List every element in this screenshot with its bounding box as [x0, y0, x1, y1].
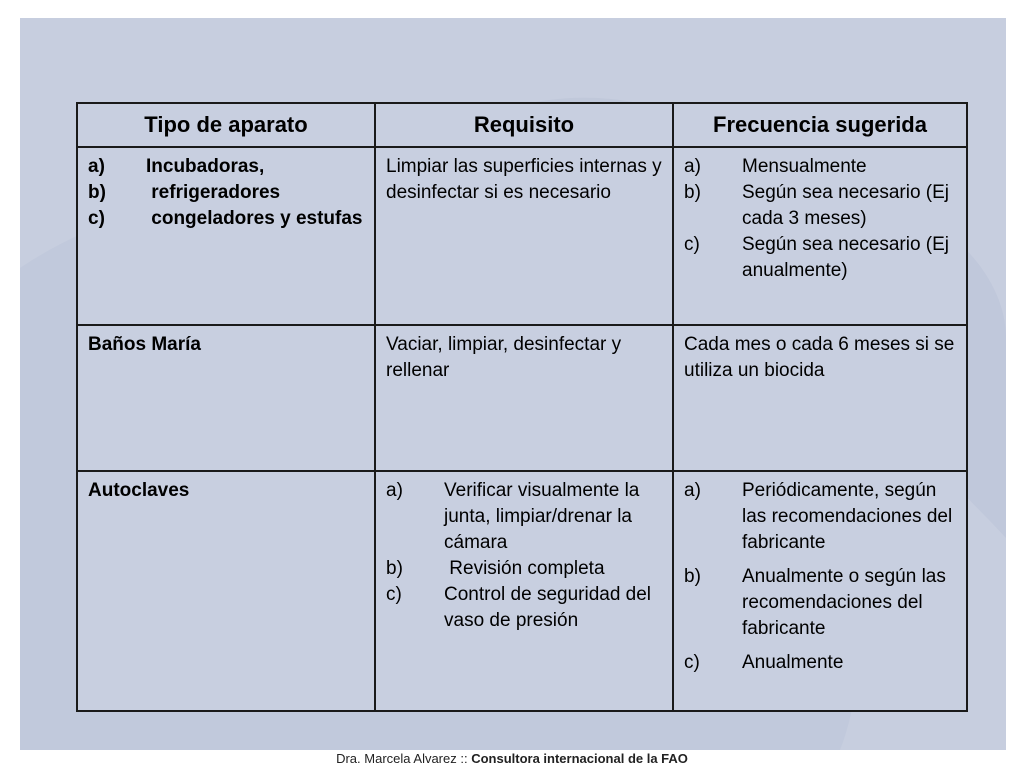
list-text: Incubadoras,: [146, 156, 265, 177]
cell-frecuencia: [673, 471, 967, 711]
cell-requisito: Vaciar, limpiar, desinfectar y rellenar: [375, 325, 673, 471]
list-text: Revisión completa: [444, 558, 605, 579]
footer: [0, 751, 1024, 767]
list-item: [684, 650, 958, 676]
list-item: [386, 582, 664, 634]
list-marker: a): [386, 480, 403, 501]
cell-requisito: Limpiar las superficies internas y desinfectar si es necesario: [375, 147, 673, 325]
list-text: Según sea necesario (Ej cada 3 meses): [742, 182, 950, 229]
list-marker: c): [88, 208, 105, 229]
list-marker: c): [684, 652, 700, 673]
cell-tipo: Autoclaves: [77, 471, 375, 711]
cell-frecuencia: [673, 147, 967, 325]
footer-organization: Consultora internacional de la FAO: [471, 751, 688, 766]
list-item: [684, 478, 958, 556]
cell-tipo: Baños María: [77, 325, 375, 471]
frequency-list: [684, 154, 958, 284]
maintenance-table: [76, 102, 968, 712]
list-item: [684, 564, 958, 642]
list-marker: a): [88, 156, 105, 177]
list-marker: a): [684, 156, 701, 177]
header-requisito: Requisito: [375, 103, 673, 147]
header-row: [77, 103, 967, 147]
list-item: [88, 206, 366, 232]
cell-tipo: [77, 147, 375, 325]
list-item: [88, 154, 366, 180]
list-text: refrigeradores: [146, 182, 281, 203]
list-text: congeladores y estufas: [146, 208, 363, 229]
list-marker: a): [684, 480, 701, 501]
cell-frecuencia: Cada mes o cada 6 meses si se utiliza un biocida: [673, 325, 967, 471]
list-item: [386, 556, 664, 582]
list-text: Anualmente o según las recomendaciones del fabricante: [742, 566, 946, 639]
list-text: Anualmente: [742, 652, 844, 673]
footer-author: Dra. Marcela Alvarez ::: [336, 751, 472, 766]
list-marker: b): [684, 566, 701, 587]
list-marker: c): [684, 234, 700, 255]
list-item: [684, 180, 958, 232]
header-tipo: Tipo de aparato: [77, 103, 375, 147]
list-text: Control de seguridad del vaso de presión: [444, 584, 652, 631]
list-marker: c): [386, 584, 402, 605]
table-row: [77, 471, 967, 711]
frequency-list: [684, 478, 958, 676]
list-text: Según sea necesario (Ej anualmente): [742, 234, 950, 281]
table-row: [77, 147, 967, 325]
list-marker: b): [386, 558, 403, 579]
list-marker: b): [88, 182, 106, 203]
header-frecuencia: Frecuencia sugerida: [673, 103, 967, 147]
list-text: Verificar visualmente la junta, limpiar/drenar la cámara: [444, 480, 640, 553]
list-text: Mensualmente: [742, 156, 867, 177]
requirement-list: [386, 478, 664, 634]
list-item: [684, 232, 958, 284]
list-item: [684, 154, 958, 180]
list-item: [88, 180, 366, 206]
table-row: [77, 325, 967, 471]
appliance-list: [88, 154, 366, 232]
cell-requisito: [375, 471, 673, 711]
list-text: Periódicamente, según las recomendaciones del fabricante: [742, 480, 953, 553]
list-marker: b): [684, 182, 701, 203]
list-item: [386, 478, 664, 556]
